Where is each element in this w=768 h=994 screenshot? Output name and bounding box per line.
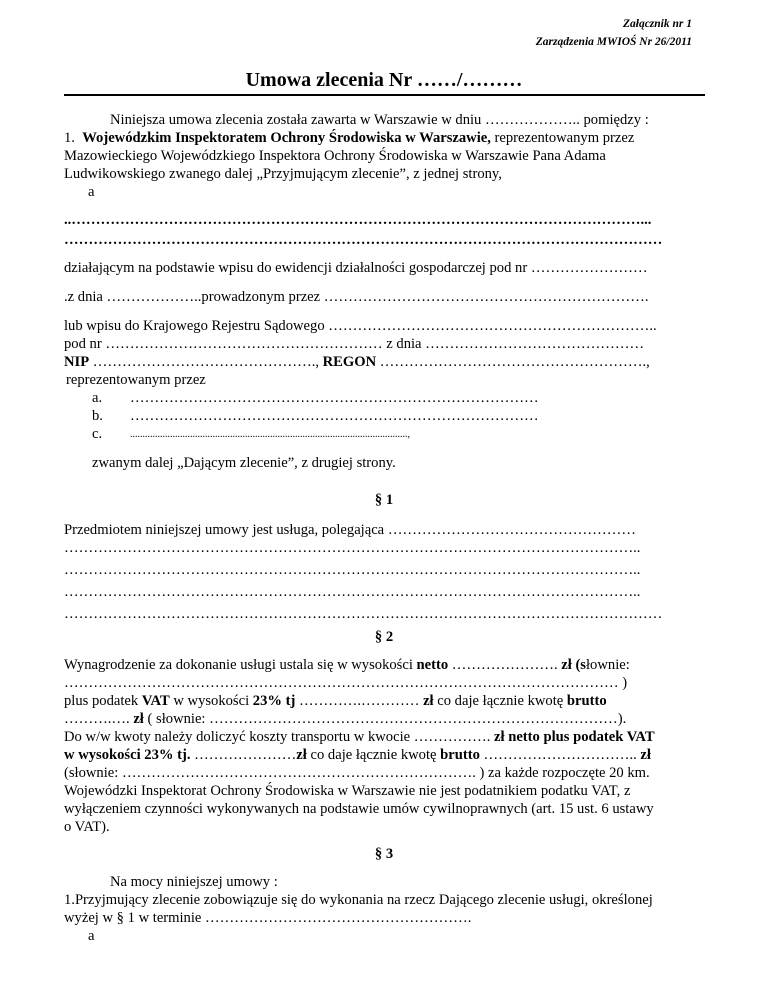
intro-line-4: Ludwikowskiego zwanego dalej „Przyjmującym zlecenie”, z jednej strony, — [64, 166, 502, 182]
s2-transport-brutto: brutto — [440, 747, 480, 763]
party-nip-regon-line — [64, 354, 650, 371]
party-called: zwanym dalej „Dającym zlecenie”, z drugiej strony. — [92, 455, 396, 471]
s2-vat-label: VAT — [141, 693, 170, 709]
s2-brutto-words: ( słownie: …………………………………………………………………………). — [143, 711, 627, 727]
s2-transport-brutto-blank: ………………………….. — [479, 747, 641, 763]
s3-line-2: 1.Przyjmujący zlecenie zobowiązuje się do wykonania na rzecz Dającego zlecenie usługi, określonej — [64, 892, 653, 908]
intro-line-1: Niniejsza umowa zlecenia została zawarta w Warszawie w dniu ……………….. pomiędzy : — [110, 112, 649, 128]
s2-line-6 — [64, 747, 651, 764]
s2-transport-vat: w wysokości 23% tj. — [64, 747, 191, 763]
s2-line-7: (słownie: ………………………………………………………………. ) za każde rozpoczęte 20 km. — [64, 765, 650, 781]
s2-line-5 — [64, 729, 655, 746]
rep-label-c: c. — [92, 426, 103, 442]
s1-line-5: …………………………………………………………………………………………………………… — [64, 606, 663, 622]
s2-line-1 — [64, 657, 630, 674]
ordinance-label: Zarządzenia MWIOŚ Nr 26/2011 — [535, 36, 692, 48]
s2-rate-text: w wysokości — [169, 693, 253, 709]
rep-blank-b: ………………………………………………………………………… — [130, 408, 539, 424]
s2-brutto-currency: zł — [133, 711, 144, 727]
s3-line-1: Na mocy niniejszej umowy : — [110, 874, 278, 890]
party-represented: reprezentowanym przez — [490, 130, 635, 146]
regon-label: REGON — [322, 354, 377, 370]
attachment-label: Załącznik nr 1 — [622, 18, 692, 30]
party-registry-line: działającym na podstawie wpisu do ewidencji działalności gospodarczej pod nr …………………… — [64, 260, 648, 276]
s3-line-3: wyżej w § 1 w terminie ………………………………………………. — [64, 910, 472, 926]
section-1-heading: § 1 — [374, 492, 394, 508]
s2-line-10: o VAT). — [64, 819, 110, 835]
s2-line-8: Wojewódzki Inspektorat Ochrony Środowiska w Warszawie nie jest podatnikiem podatku VAT, z — [64, 783, 631, 799]
s1-line-3: ……………………………………………………………………………………………………….. — [64, 562, 641, 578]
party-krs-line: lub wpisu do Krajowego Rejestru Sądowego ………………………………………………………….. — [64, 318, 657, 334]
party-number: 1. — [64, 130, 75, 146]
party-date-line: .z dnia ………………..prowadzonym przez …………………………………………………………. — [64, 289, 649, 305]
s2-transport-currency: zł — [296, 747, 307, 763]
rep-label-b: b. — [92, 408, 103, 424]
s1-line-4: ……………………………………………………………………………………………………….. — [64, 584, 641, 600]
s2-currency-label: zł (s — [561, 657, 586, 673]
s2-line-4 — [64, 711, 626, 728]
s2-transport-total-text: co daje łącznie kwotę — [306, 747, 441, 763]
s2-brutto-blank: ……….…. — [64, 711, 134, 727]
s2-line-2: …………………………………………………………………………………………………… ) — [64, 675, 628, 691]
s2-transport-text: Do w/w kwoty należy doliczyć koszty transportu w kwocie ……………. — [64, 729, 495, 745]
blank-line-1: ..………………………………………………………………………………………………………... — [64, 212, 652, 228]
rep-blank-c: ..............................................................................................................., — [130, 429, 410, 440]
regon-blank: ………………………………………………., — [376, 354, 650, 370]
s1-line-2: ……………………………………………………………………………………………………….. — [64, 540, 641, 556]
document-title: Umowa zlecenia Nr ……/……… — [245, 69, 523, 91]
s2-line-3 — [64, 693, 607, 710]
s2-transport-netto: zł netto plus podatek VAT — [494, 729, 655, 745]
s2-words-label: łownie: — [586, 657, 630, 673]
intro-line-2 — [64, 130, 704, 147]
nip-blank: ………………………………………., — [89, 354, 323, 370]
s2-total-text: co daje łącznie kwotę — [433, 693, 567, 709]
s2-transport-brutto-currency: zł — [640, 747, 651, 763]
title-underline — [64, 94, 705, 96]
rep-label-a: a. — [92, 390, 103, 406]
represented-by: reprezentowanym przez — [66, 372, 206, 388]
s2-plus-tax-text: plus podatek — [64, 693, 142, 709]
s2-transport-vat-blank: ………………… — [190, 747, 297, 763]
party-number-line: pod nr ………………………………………………… z dnia ……………………………………… — [64, 336, 645, 352]
s2-line-9: wyłączeniem czynności wykonywanych na podstawie umów cywilnoprawnych (art. 15 ust. 6 ustawy — [64, 801, 654, 817]
s2-netto-blank: …………………. — [448, 657, 562, 673]
s1-line-1: Przedmiotem niniejszej umowy jest usługa, polegająca …………………………………………… — [64, 522, 636, 538]
s2-brutto-label: brutto — [566, 693, 607, 709]
nip-label: NIP — [64, 354, 90, 370]
s2-vat-currency: zł — [423, 693, 434, 709]
s3-line-4: a — [88, 928, 95, 944]
section-2-heading: § 2 — [374, 629, 394, 645]
party-name: Wojewódzkim Inspektoratem Ochrony Środowiska w Warszawie, — [82, 130, 491, 146]
blank-line-2: …………………………………………………………………………………………………………… — [64, 232, 663, 248]
s2-vat-blank: ………….………… — [295, 693, 424, 709]
intro-line-3: Mazowieckiego Wojewódzkiego Inspektora Ochrony Środowiska w Warszawie Pana Adama — [64, 148, 606, 164]
section-3-heading: § 3 — [374, 846, 394, 862]
rep-blank-a: ………………………………………………………………………… — [130, 390, 539, 406]
s2-netto-label: netto — [416, 657, 449, 673]
s2-remuneration-text: Wynagrodzenie za dokonanie usługi ustala się w wysokości — [64, 657, 417, 673]
s2-vat-rate: 23% tj — [252, 693, 296, 709]
intro-conjunction: a — [88, 184, 95, 200]
